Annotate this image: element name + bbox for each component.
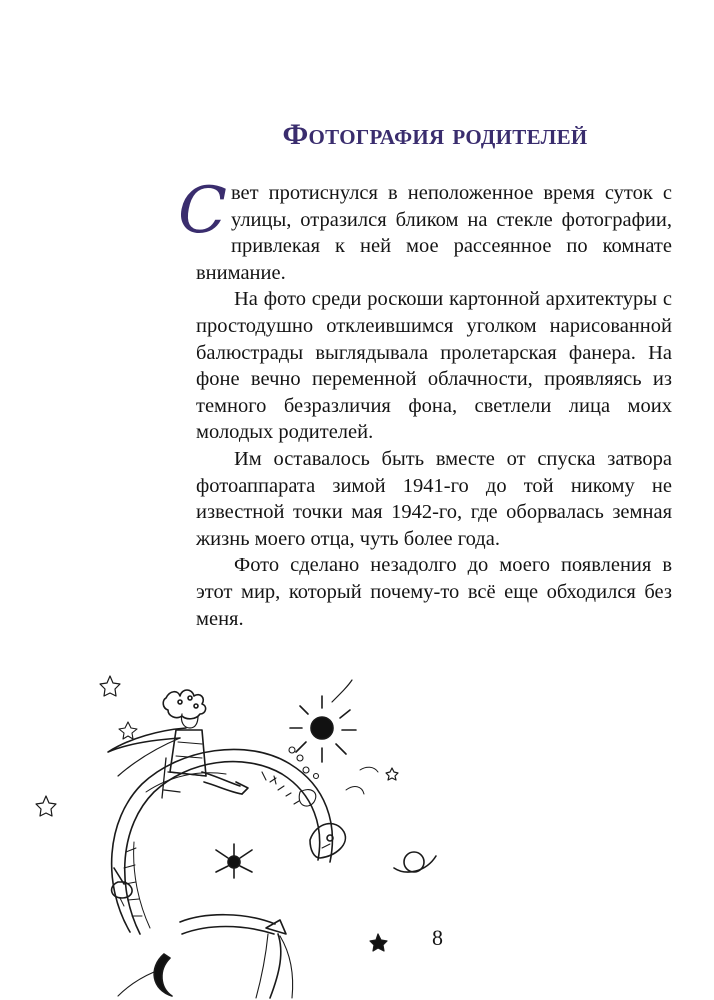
scribble-marks <box>346 767 378 794</box>
paragraph-2: На фото среди роскоши картонной архитектуры с простодушно отклеившимся уголком нарисованной балюстрады выглядывала пролетарская фанера. На фоне вечно переменной облачности, проявляясь из темного безразличия фона, светлели лица моих молодых родителей. <box>196 288 672 444</box>
paragraph-1-text: вет протиснулся в неположенное время суток с улицы, отразился бликом на стекле фотографии, привлекая к ней мое рассеянное по комнате внимание. <box>196 182 672 284</box>
stars <box>36 676 398 951</box>
paragraph-1 <box>178 174 672 286</box>
drop-cap: С <box>178 174 227 248</box>
little-prince-planet-illustration <box>30 672 450 1000</box>
paragraph-3: Им оставалось быть вместе от спуска затвора фотоаппарата зимой 1941-го до той никому не известной точки мая 1942-го, где оборвалась земная жизнь моего отца, чуть более года. <box>196 447 672 550</box>
planet-surface-details <box>262 747 319 806</box>
planet-ornament-right <box>310 824 345 858</box>
ringed-planet <box>394 852 436 872</box>
boy-figure <box>108 690 248 798</box>
paragraph-4: Фото сделано незадолго до моего появления в этот мир, который почему-то всё еще обходился без меня. <box>196 554 672 630</box>
crescent-moon <box>118 954 172 996</box>
chapter-title: Фотография родителей <box>282 118 588 151</box>
body-text <box>178 174 672 632</box>
planet-outline <box>112 749 333 934</box>
page-number: 8 <box>432 925 443 950</box>
planet-knot <box>180 915 293 998</box>
dark-sun <box>290 680 356 762</box>
bug-drawing <box>216 844 252 878</box>
